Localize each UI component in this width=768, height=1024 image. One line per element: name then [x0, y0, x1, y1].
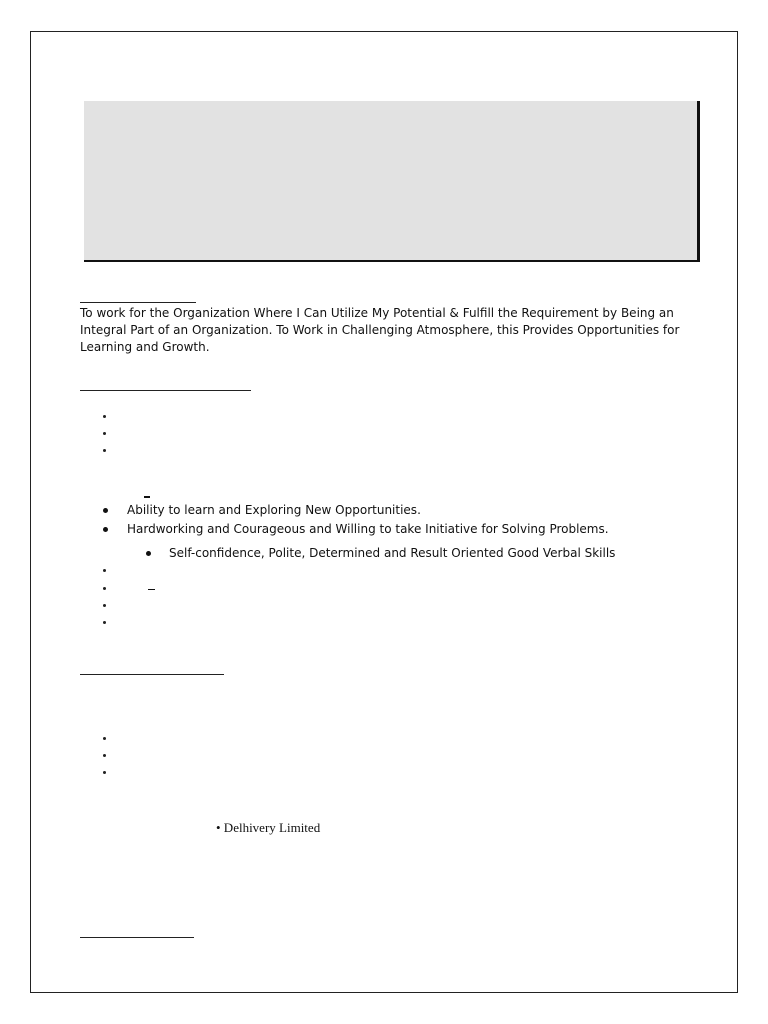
objective-text: To work for the Organization Where I Can Utilize My Potential & Fulfill the Requirement by Being an Integral Part of an Organization. To Work in Challenging Atmosphere, this Provides Opportunities for Learning and Growth.	[80, 306, 680, 354]
strength-item: Hardworking and Courageous and Willing to take Initiative for Solving Problems.	[127, 522, 609, 536]
experience-company: • Delhivery Limited	[216, 820, 321, 835]
bullet	[103, 771, 106, 774]
section-rule-3	[80, 674, 224, 675]
dash-mark	[148, 589, 155, 590]
section-rule-2	[80, 390, 251, 391]
bullet	[103, 508, 108, 513]
bullet	[103, 569, 106, 572]
bullet	[103, 415, 106, 418]
bullet	[103, 754, 106, 757]
section-rule-objective	[80, 302, 196, 303]
bullet	[103, 432, 106, 435]
bullet	[103, 737, 106, 740]
strength-item: Self-confidence, Polite, Determined and Result Oriented Good Verbal Skills	[169, 546, 616, 560]
strength-item: Ability to learn and Exploring New Opportunities.	[127, 503, 421, 517]
bullet	[103, 587, 106, 590]
bullet	[103, 449, 106, 452]
dash-mark	[144, 496, 150, 498]
header-box	[84, 101, 700, 262]
section-rule-4	[80, 937, 194, 938]
bullet	[103, 604, 106, 607]
bullet	[103, 527, 108, 532]
bullet	[146, 551, 151, 556]
bullet	[103, 621, 106, 624]
